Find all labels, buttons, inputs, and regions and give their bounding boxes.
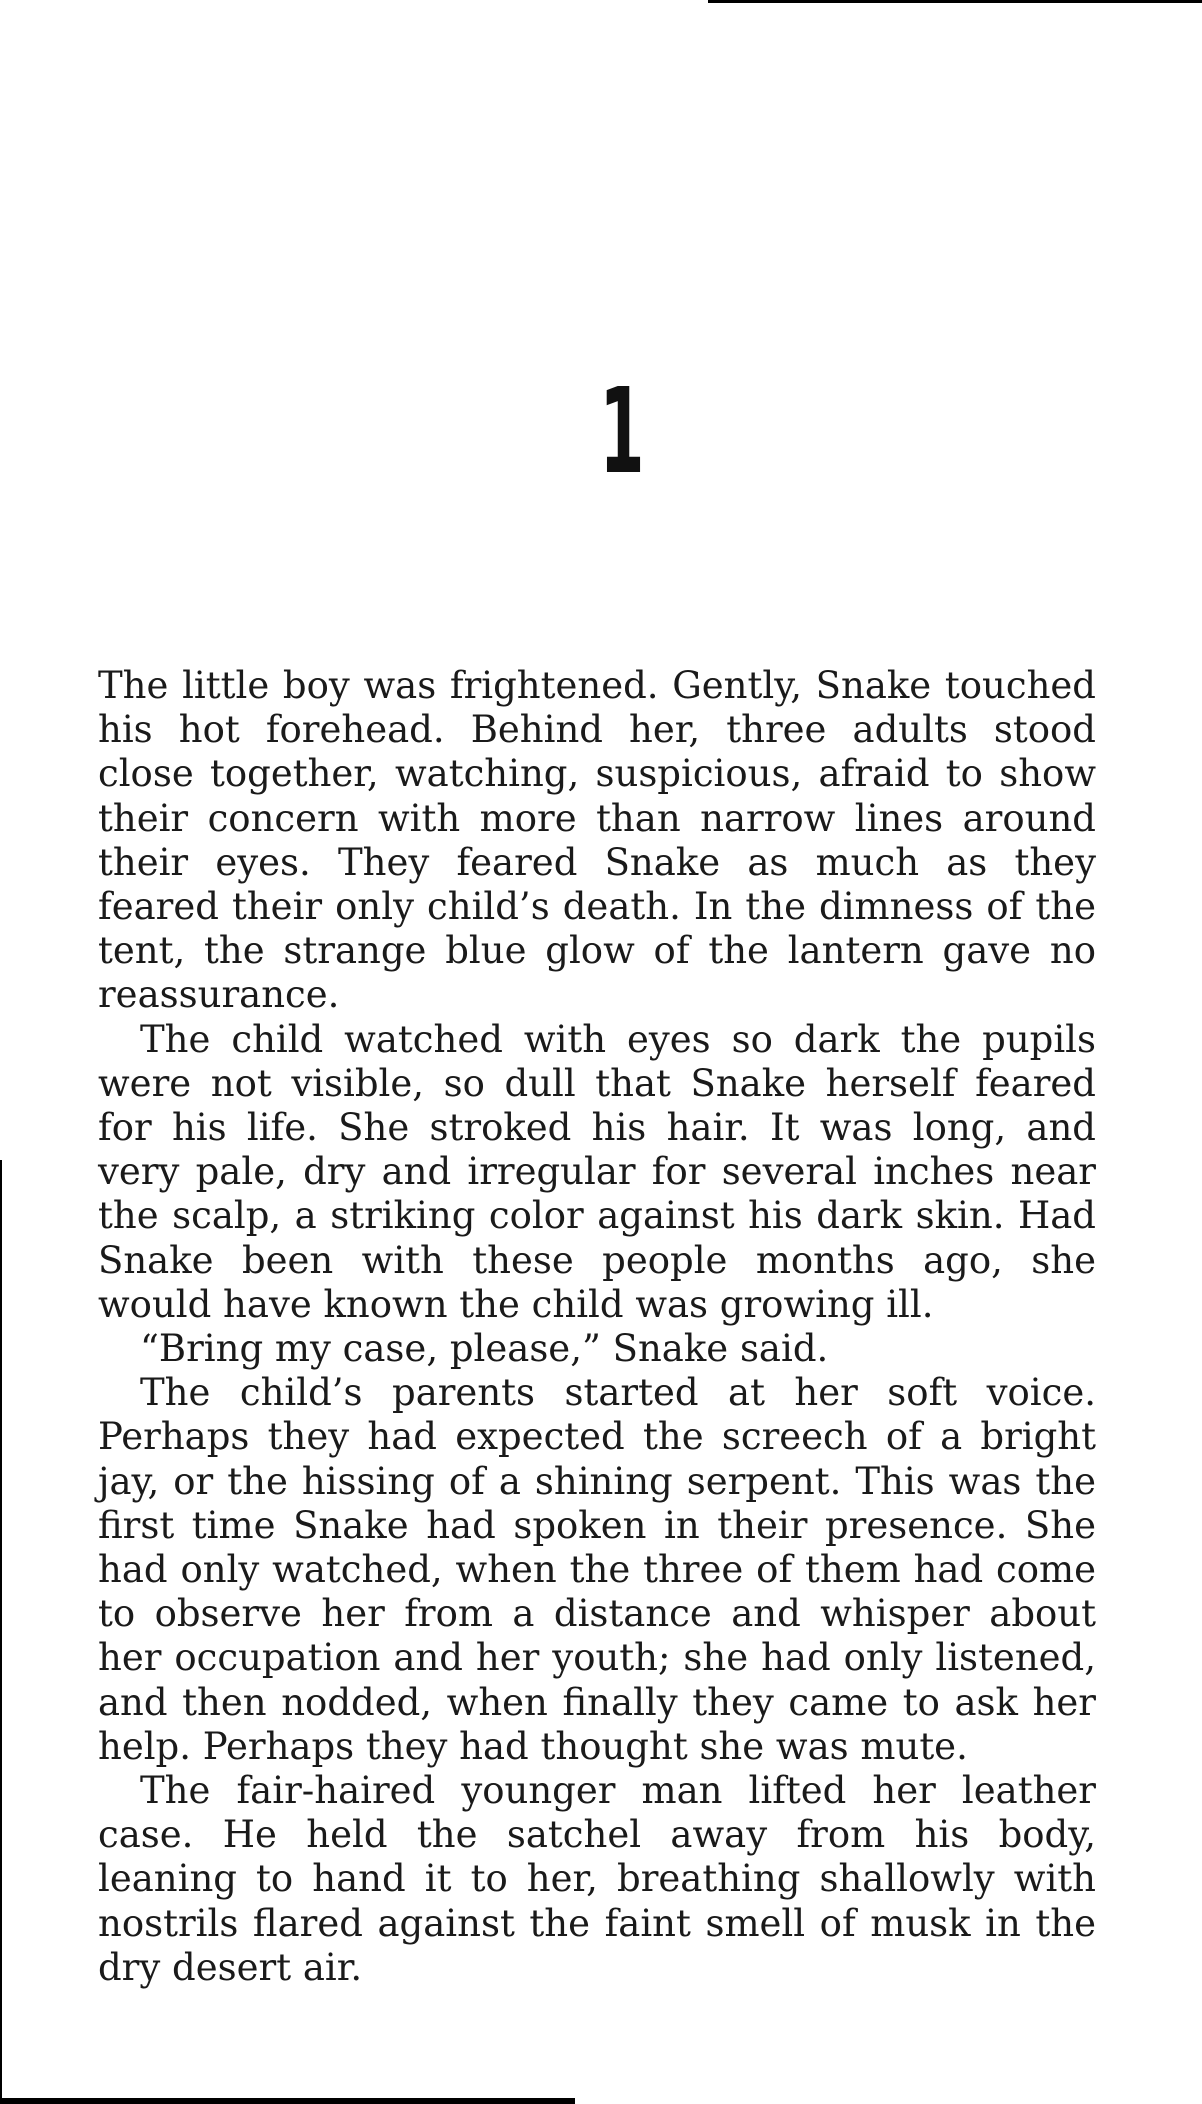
- body-text: [98, 664, 1096, 1990]
- paragraph-4: The child’s parents started at her soft voice. Perhaps they had expected the screech of a bright jay, or the hissing of a shining serpent. This was the first time Snake had spoken in their presence. She had only watched, when the three of them had come to observe her from a distance and whisper about her occupation and her youth; she had only listened, and then nodded, when finally they came to ask her help. Perhaps they had thought she was mute.: [98, 1371, 1096, 1768]
- scan-edge-bottom: [0, 2098, 575, 2104]
- chapter-number-text: 1: [599, 362, 645, 500]
- paragraph-2: The child watched with eyes so dark the pupils were not visible, so dull that Snake herself feared for his life. She stroked his hair. It was long, and very pale, dry and irregular for several inches near the scalp, a striking color against his dark skin. Had Snake been with these people months ago, she would have known the child was growing ill.: [98, 1017, 1096, 1326]
- paragraph-5: The fair-haired younger man lifted her leather case. He held the satchel away from his body, leaning to hand it to her, breathing shallowly with nostrils flared against the faint smell of musk in the dry desert air.: [98, 1769, 1096, 1989]
- scan-edge-top: [708, 0, 1202, 3]
- paragraph-1: The little boy was frightened. Gently, Snake touched his hot forehead. Behind her, three adults stood close together, watching, suspicious, afraid to show their concern with more than narrow lines around their eyes. They feared Snake as much as they feared their only child’s death. In the dimness of the tent, the strange blue glow of the lantern gave no reassurance.: [98, 664, 1096, 1017]
- scan-edge-left: [0, 1160, 2, 2104]
- chapter-number: [0, 362, 1202, 500]
- paragraph-3: “Bring my case, please,” Snake said.: [140, 1327, 829, 1371]
